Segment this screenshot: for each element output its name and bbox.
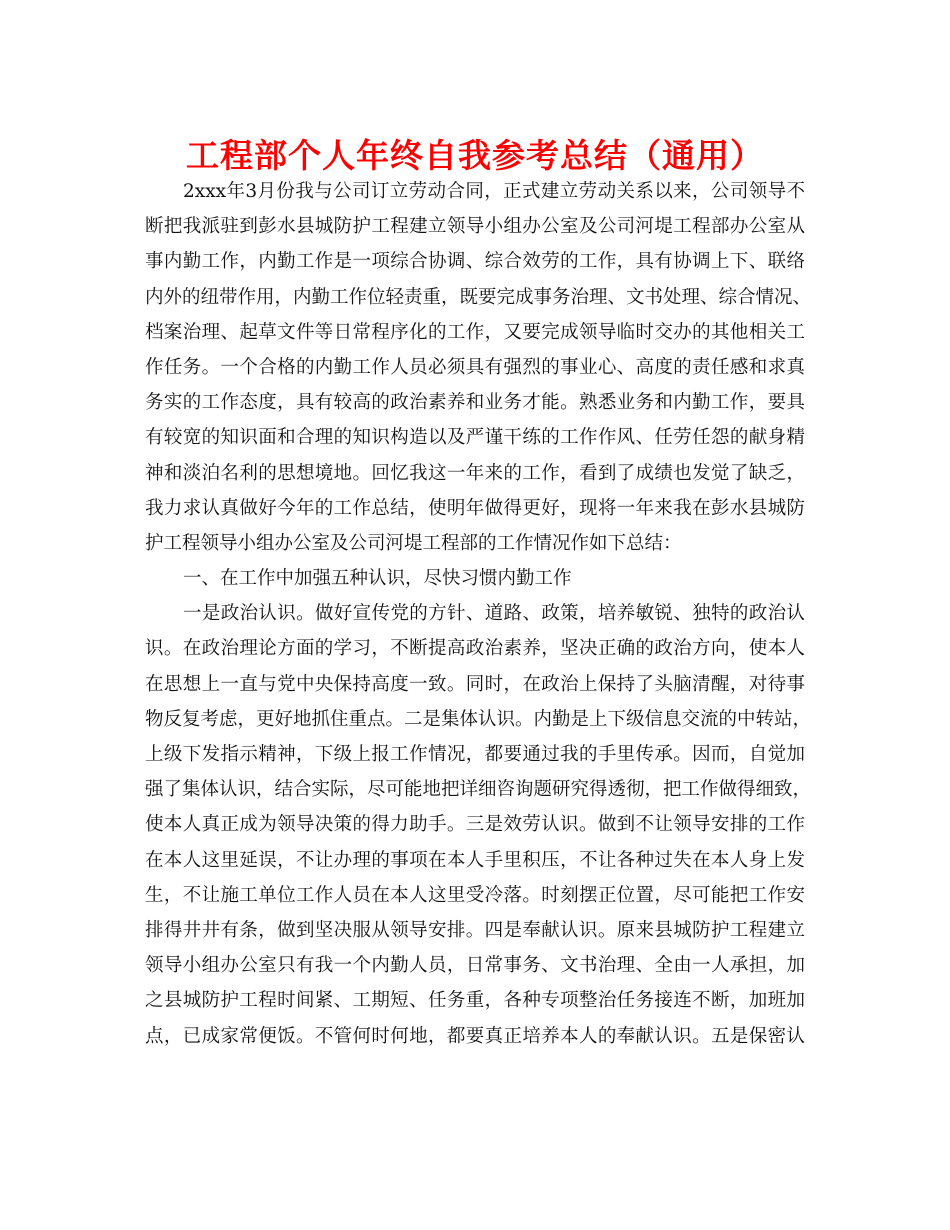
document-body — [145, 174, 812, 1054]
body-text-line: 2xxx年3月份我与公司订立劳动合同，正式建立劳动关系以来，公司领导不 — [183, 181, 805, 202]
body-text-line: 强了集体认识，结合实际，尽可能地把详细咨询题研究得透彻，把工作做得细致， — [145, 779, 812, 801]
body-text-line: 事内勤工作，内勤工作是一项综合协调、综合效劳的工作，具有协调上下、联络 — [145, 251, 805, 273]
body-text-line: 识。在政治理论方面的学习，不断提高政治素养，坚决正确的政治方向，使本人 — [145, 638, 805, 660]
body-text-line: 排得井井有条，做到坚决服从领导安排。四是奉献认识。原来县城防护工程建立 — [145, 919, 805, 941]
body-text-line: 物反复考虑，更好地抓住重点。二是集体认识。内勤是上下级信息交流的中转站， — [145, 708, 812, 730]
body-text-line: 点，已成家常便饭。不管何时何地，都要真正培养本人的奉献认识。五是保密认 — [145, 1025, 805, 1047]
body-text-line: 我力求认真做好今年的工作总结，使明年做得更好，现将一年来我在彭水县城防 — [145, 497, 805, 519]
body-text-line: 务实的工作态度，具有较高的政治素养和业务才能。熟悉业务和内勤工作，要具 — [145, 392, 805, 414]
body-text-line: 一是政治认识。做好宣传党的方针、道路、政策，培养敏锐、独特的政治认 — [183, 603, 805, 625]
document-title: 工程部个人年终自我参考总结（通用） — [186, 136, 764, 175]
body-text-line: 一、在工作中加强五种认识，尽快习惯内勤工作 — [183, 568, 572, 590]
body-text-line: 神和淡泊名利的思想境地。回忆我这一年来的工作，看到了成绩也发觉了缺乏， — [145, 462, 805, 484]
body-text-line: 内外的纽带作用，内勤工作位轻责重，既要完成事务治理、文书处理、综合情况、 — [145, 286, 812, 308]
body-text-line: 之县城防护工程时间紧、工期短、任务重，各种专项整治任务接连不断，加班加 — [145, 990, 805, 1012]
body-text-line: 作任务。一个合格的内勤工作人员必须具有强烈的事业心、高度的责任感和求真 — [145, 356, 805, 378]
body-text-line: 有较宽的知识面和合理的知识构造以及严谨干练的工作作风、任劳任怨的献身精 — [145, 427, 805, 449]
body-text-line: 护工程领导小组办公室及公司河堤工程部的工作情况作如下总结： — [145, 532, 682, 554]
body-text-line: 断把我派驻到彭水县城防护工程建立领导小组办公室及公司河堤工程部办公室从 — [145, 216, 805, 238]
body-text-line: 领导小组办公室只有我一个内勤人员，日常事务、文书治理、全由一人承担，加 — [145, 955, 805, 977]
body-text-line: 上级下发指示精神，下级上报工作情况，都要通过我的手里传承。因而，自觉加 — [145, 744, 805, 765]
body-text-line: 在思想上一直与党中央保持高度一致。同时，在政治上保持了头脑清醒，对待事 — [145, 673, 805, 695]
body-text-line: 使本人真正成为领导决策的得力助手。三是效劳认识。做到不让领导安排的工作 — [145, 814, 805, 836]
body-text-line: 档案治理、起草文件等日常程序化的工作，又要完成领导临时交办的其他相关工 — [145, 321, 805, 343]
body-text-line: 在本人这里延误，不让办理的事项在本人手里积压，不让各种过失在本人身上发 — [145, 849, 805, 871]
body-text-line: 生，不让施工单位工作人员在本人这里受冷落。时刻摆正位置，尽可能把工作安 — [145, 884, 805, 906]
